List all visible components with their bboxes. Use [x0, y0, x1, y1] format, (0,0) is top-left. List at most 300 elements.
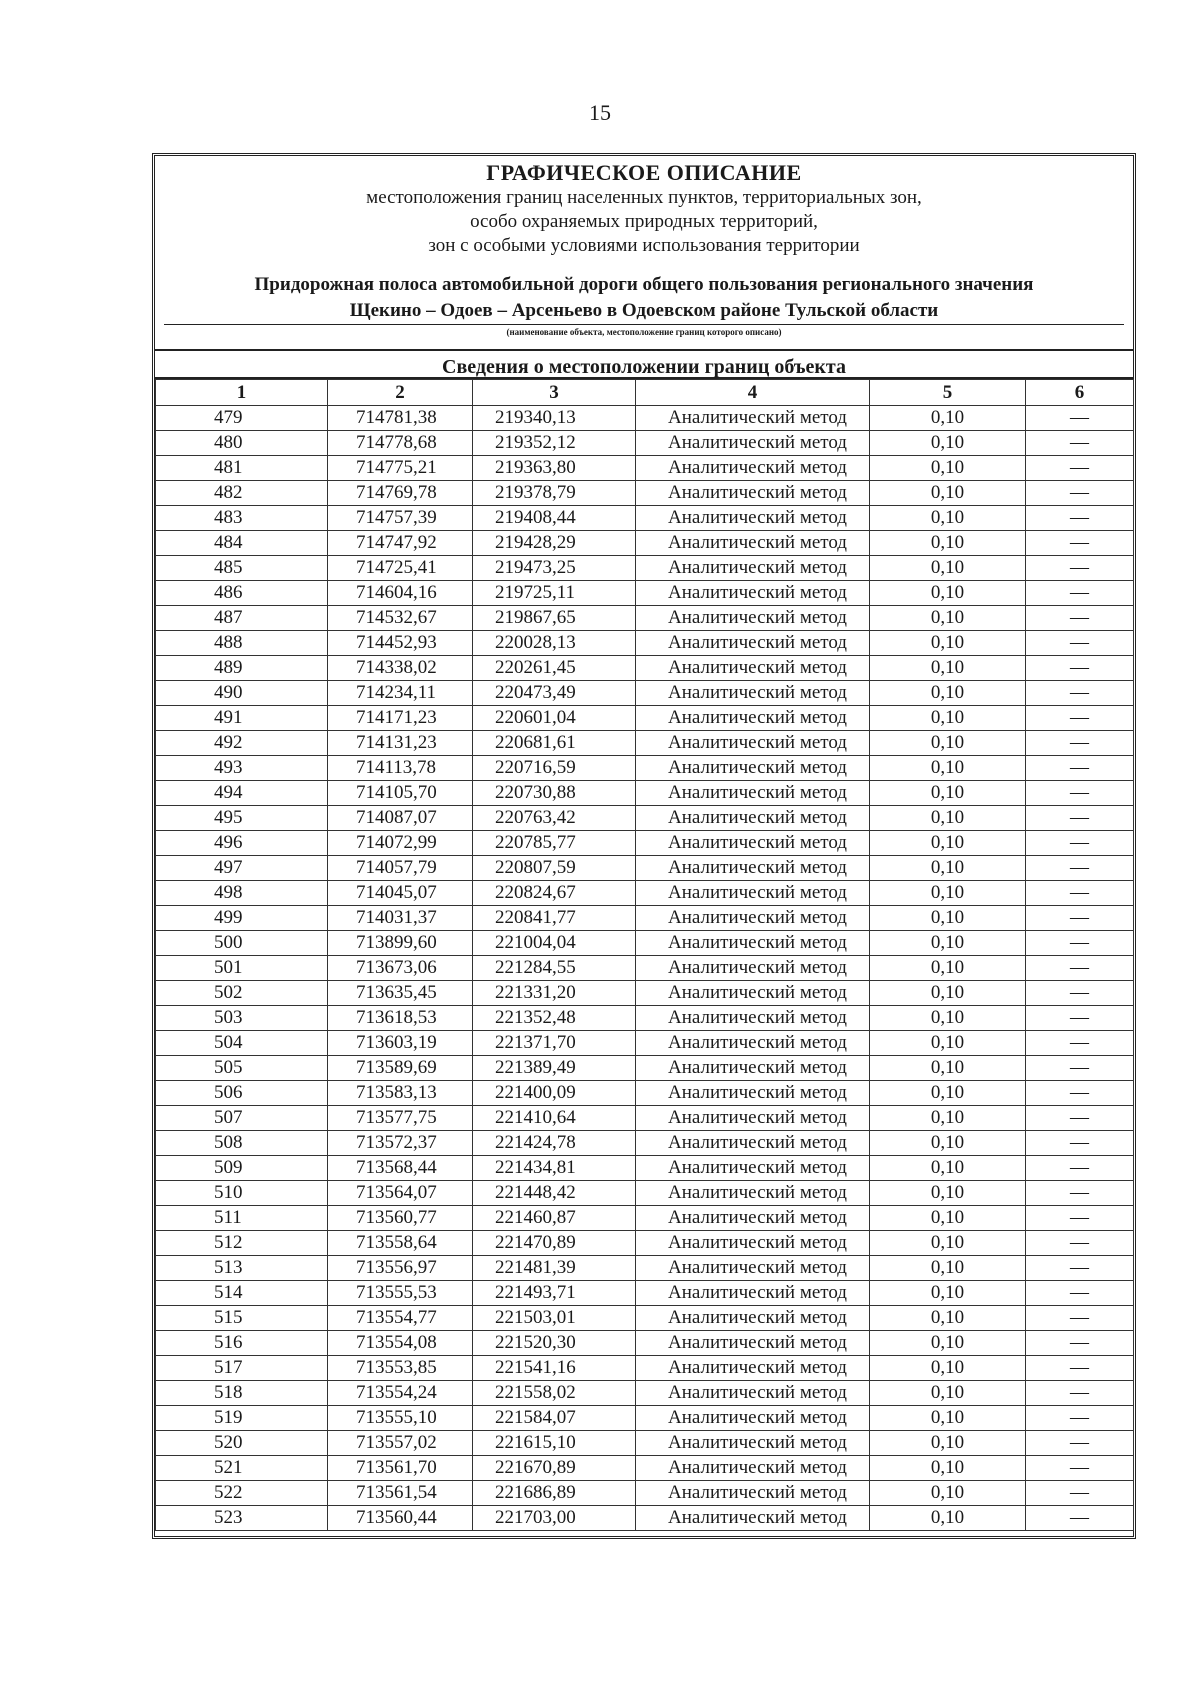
description-cell: —: [1026, 881, 1134, 906]
method-cell: Аналитический метод: [636, 1131, 870, 1156]
x-coordinate-cell: 713589,69: [328, 1056, 473, 1081]
table-row: [156, 756, 1134, 781]
y-coordinate-cell: 220261,45: [473, 656, 636, 681]
x-coordinate-cell: 714452,93: [328, 631, 473, 656]
x-coordinate-cell: 713564,07: [328, 1181, 473, 1206]
point-number-cell: 493: [156, 756, 328, 781]
x-coordinate-cell: 713555,53: [328, 1281, 473, 1306]
column-header: 5: [870, 380, 1026, 406]
table-row: [156, 981, 1134, 1006]
description-cell: —: [1026, 406, 1134, 431]
method-cell: Аналитический метод: [636, 831, 870, 856]
table-row: [156, 656, 1134, 681]
table-row: [156, 531, 1134, 556]
y-coordinate-cell: 219428,29: [473, 531, 636, 556]
accuracy-cell: 0,10: [870, 1256, 1026, 1281]
y-coordinate-cell: 219473,25: [473, 556, 636, 581]
x-coordinate-cell: 714045,07: [328, 881, 473, 906]
accuracy-cell: 0,10: [870, 1456, 1026, 1481]
method-cell: Аналитический метод: [636, 556, 870, 581]
point-number-cell: 499: [156, 906, 328, 931]
accuracy-cell: 0,10: [870, 1481, 1026, 1506]
accuracy-cell: 0,10: [870, 731, 1026, 756]
object-name-underline: [164, 324, 1124, 325]
accuracy-cell: 0,10: [870, 1181, 1026, 1206]
table-row: [156, 1381, 1134, 1406]
x-coordinate-cell: 713635,45: [328, 981, 473, 1006]
y-coordinate-cell: 221331,20: [473, 981, 636, 1006]
x-coordinate-cell: 714775,21: [328, 456, 473, 481]
method-cell: Аналитический метод: [636, 406, 870, 431]
y-coordinate-cell: 221284,55: [473, 956, 636, 981]
x-coordinate-cell: 713899,60: [328, 931, 473, 956]
accuracy-cell: 0,10: [870, 556, 1026, 581]
y-coordinate-cell: 221670,89: [473, 1456, 636, 1481]
accuracy-cell: 0,10: [870, 1206, 1026, 1231]
table-row: [156, 1306, 1134, 1331]
x-coordinate-cell: 713583,13: [328, 1081, 473, 1106]
y-coordinate-cell: 221371,70: [473, 1031, 636, 1056]
method-cell: Аналитический метод: [636, 431, 870, 456]
y-coordinate-cell: 219725,11: [473, 581, 636, 606]
y-coordinate-cell: 220824,67: [473, 881, 636, 906]
table-row: [156, 606, 1134, 631]
method-cell: Аналитический метод: [636, 606, 870, 631]
description-cell: —: [1026, 481, 1134, 506]
point-number-cell: 482: [156, 481, 328, 506]
table-row: [156, 731, 1134, 756]
y-coordinate-cell: 220601,04: [473, 706, 636, 731]
x-coordinate-cell: 713555,10: [328, 1406, 473, 1431]
point-number-cell: 510: [156, 1181, 328, 1206]
y-coordinate-cell: 221703,00: [473, 1506, 636, 1531]
description-cell: —: [1026, 1081, 1134, 1106]
x-coordinate-cell: 713577,75: [328, 1106, 473, 1131]
accuracy-cell: 0,10: [870, 581, 1026, 606]
table-row: [156, 1481, 1134, 1506]
description-cell: —: [1026, 756, 1134, 781]
y-coordinate-cell: 220473,49: [473, 681, 636, 706]
object-name-line-1: Придорожная полоса автомобильной дороги общего пользования регионального значения: [254, 274, 1034, 295]
table-row: [156, 1081, 1134, 1106]
description-cell: —: [1026, 1031, 1134, 1056]
accuracy-cell: 0,10: [870, 1081, 1026, 1106]
method-cell: Аналитический метод: [636, 906, 870, 931]
description-cell: —: [1026, 431, 1134, 456]
x-coordinate-cell: 714234,11: [328, 681, 473, 706]
method-cell: Аналитический метод: [636, 1506, 870, 1531]
y-coordinate-cell: 221410,64: [473, 1106, 636, 1131]
description-cell: —: [1026, 1281, 1134, 1306]
x-coordinate-cell: 714031,37: [328, 906, 473, 931]
description-cell: —: [1026, 1381, 1134, 1406]
accuracy-cell: 0,10: [870, 1156, 1026, 1181]
subtitle-line-1: местоположения границ населенных пунктов, территориальных зон,: [366, 187, 922, 208]
x-coordinate-cell: 714105,70: [328, 781, 473, 806]
accuracy-cell: 0,10: [870, 606, 1026, 631]
accuracy-cell: 0,10: [870, 756, 1026, 781]
description-cell: —: [1026, 806, 1134, 831]
method-cell: Аналитический метод: [636, 1181, 870, 1206]
method-cell: Аналитический метод: [636, 806, 870, 831]
x-coordinate-cell: 713554,24: [328, 1381, 473, 1406]
point-number-cell: 497: [156, 856, 328, 881]
y-coordinate-cell: 221424,78: [473, 1131, 636, 1156]
point-number-cell: 514: [156, 1281, 328, 1306]
y-coordinate-cell: 220841,77: [473, 906, 636, 931]
point-number-cell: 521: [156, 1456, 328, 1481]
table-row: [156, 506, 1134, 531]
x-coordinate-cell: 713554,77: [328, 1306, 473, 1331]
x-coordinate-cell: 714604,16: [328, 581, 473, 606]
x-coordinate-cell: 713557,02: [328, 1431, 473, 1456]
point-number-cell: 500: [156, 931, 328, 956]
table-row: [156, 706, 1134, 731]
table-row: [156, 1181, 1134, 1206]
method-cell: Аналитический метод: [636, 756, 870, 781]
document-frame: [152, 153, 1136, 1539]
point-number-cell: 507: [156, 1106, 328, 1131]
description-cell: —: [1026, 856, 1134, 881]
point-number-cell: 504: [156, 1031, 328, 1056]
point-number-cell: 519: [156, 1406, 328, 1431]
x-coordinate-cell: 713560,44: [328, 1506, 473, 1531]
point-number-cell: 488: [156, 631, 328, 656]
point-number-cell: 520: [156, 1431, 328, 1456]
y-coordinate-cell: 221470,89: [473, 1231, 636, 1256]
table-row: [156, 456, 1134, 481]
x-coordinate-cell: 714072,99: [328, 831, 473, 856]
method-cell: Аналитический метод: [636, 1031, 870, 1056]
table-row: [156, 631, 1134, 656]
description-cell: —: [1026, 556, 1134, 581]
y-coordinate-cell: 221460,87: [473, 1206, 636, 1231]
point-number-cell: 505: [156, 1056, 328, 1081]
table-row: [156, 406, 1134, 431]
y-coordinate-cell: 220763,42: [473, 806, 636, 831]
accuracy-cell: 0,10: [870, 831, 1026, 856]
y-coordinate-cell: 220681,61: [473, 731, 636, 756]
method-cell: Аналитический метод: [636, 1306, 870, 1331]
method-cell: Аналитический метод: [636, 731, 870, 756]
method-cell: Аналитический метод: [636, 781, 870, 806]
table-row: [156, 1206, 1134, 1231]
method-cell: Аналитический метод: [636, 481, 870, 506]
table-row: [156, 581, 1134, 606]
x-coordinate-cell: 714725,41: [328, 556, 473, 581]
x-coordinate-cell: 713553,85: [328, 1356, 473, 1381]
description-cell: —: [1026, 981, 1134, 1006]
header-box: [155, 156, 1133, 351]
method-cell: Аналитический метод: [636, 631, 870, 656]
object-name-line-2: Щекино – Одоев – Арсеньево в Одоевском районе Тульской области: [349, 300, 939, 321]
accuracy-cell: 0,10: [870, 981, 1026, 1006]
y-coordinate-cell: 219378,79: [473, 481, 636, 506]
x-coordinate-cell: 713572,37: [328, 1131, 473, 1156]
accuracy-cell: 0,10: [870, 481, 1026, 506]
point-number-cell: 486: [156, 581, 328, 606]
point-number-cell: 483: [156, 506, 328, 531]
method-cell: Аналитический метод: [636, 1006, 870, 1031]
method-cell: Аналитический метод: [636, 1081, 870, 1106]
column-header: 6: [1026, 380, 1134, 406]
accuracy-cell: 0,10: [870, 1231, 1026, 1256]
object-name: [155, 272, 1133, 324]
y-coordinate-cell: 221389,49: [473, 1056, 636, 1081]
description-cell: —: [1026, 456, 1134, 481]
accuracy-cell: 0,10: [870, 1306, 1026, 1331]
method-cell: Аналитический метод: [636, 656, 870, 681]
accuracy-cell: 0,10: [870, 1356, 1026, 1381]
column-header: 1: [156, 380, 328, 406]
accuracy-cell: 0,10: [870, 706, 1026, 731]
method-cell: Аналитический метод: [636, 856, 870, 881]
description-cell: —: [1026, 1106, 1134, 1131]
method-cell: Аналитический метод: [636, 506, 870, 531]
point-number-cell: 515: [156, 1306, 328, 1331]
accuracy-cell: 0,10: [870, 931, 1026, 956]
accuracy-cell: 0,10: [870, 1406, 1026, 1431]
table-row: [156, 781, 1134, 806]
x-coordinate-cell: 714087,07: [328, 806, 473, 831]
accuracy-cell: 0,10: [870, 1331, 1026, 1356]
column-header: 2: [328, 380, 473, 406]
description-cell: —: [1026, 706, 1134, 731]
x-coordinate-cell: 714532,67: [328, 606, 473, 631]
method-cell: Аналитический метод: [636, 931, 870, 956]
x-coordinate-cell: 714778,68: [328, 431, 473, 456]
x-coordinate-cell: 713558,64: [328, 1231, 473, 1256]
accuracy-cell: 0,10: [870, 1131, 1026, 1156]
x-coordinate-cell: 714747,92: [328, 531, 473, 556]
accuracy-cell: 0,10: [870, 1106, 1026, 1131]
accuracy-cell: 0,10: [870, 956, 1026, 981]
x-coordinate-cell: 714171,23: [328, 706, 473, 731]
table-row: [156, 1331, 1134, 1356]
description-cell: —: [1026, 1056, 1134, 1081]
point-number-cell: 509: [156, 1156, 328, 1181]
y-coordinate-cell: 221434,81: [473, 1156, 636, 1181]
accuracy-cell: 0,10: [870, 1506, 1026, 1531]
table-row: [156, 431, 1134, 456]
table-row: [156, 956, 1134, 981]
table-row: [156, 1131, 1134, 1156]
table-row: [156, 1431, 1134, 1456]
x-coordinate-cell: 713673,06: [328, 956, 473, 981]
accuracy-cell: 0,10: [870, 881, 1026, 906]
x-coordinate-cell: 714781,38: [328, 406, 473, 431]
method-cell: Аналитический метод: [636, 706, 870, 731]
description-cell: —: [1026, 1181, 1134, 1206]
method-cell: Аналитический метод: [636, 956, 870, 981]
accuracy-cell: 0,10: [870, 806, 1026, 831]
point-number-cell: 484: [156, 531, 328, 556]
x-coordinate-cell: 714757,39: [328, 506, 473, 531]
x-coordinate-cell: 713556,97: [328, 1256, 473, 1281]
point-number-cell: 518: [156, 1381, 328, 1406]
method-cell: Аналитический метод: [636, 981, 870, 1006]
method-cell: Аналитический метод: [636, 1256, 870, 1281]
y-coordinate-cell: 221615,10: [473, 1431, 636, 1456]
table-row: [156, 1506, 1134, 1531]
y-coordinate-cell: 219363,80: [473, 456, 636, 481]
x-coordinate-cell: 713561,70: [328, 1456, 473, 1481]
method-cell: Аналитический метод: [636, 531, 870, 556]
description-cell: —: [1026, 831, 1134, 856]
accuracy-cell: 0,10: [870, 531, 1026, 556]
accuracy-cell: 0,10: [870, 1381, 1026, 1406]
point-number-cell: 492: [156, 731, 328, 756]
description-cell: —: [1026, 631, 1134, 656]
point-number-cell: 498: [156, 881, 328, 906]
y-coordinate-cell: 221558,02: [473, 1381, 636, 1406]
description-cell: —: [1026, 1431, 1134, 1456]
y-coordinate-cell: 219340,13: [473, 406, 636, 431]
table-row: [156, 1006, 1134, 1031]
method-cell: Аналитический метод: [636, 1231, 870, 1256]
point-number-cell: 508: [156, 1131, 328, 1156]
x-coordinate-cell: 713560,77: [328, 1206, 473, 1231]
point-number-cell: 522: [156, 1481, 328, 1506]
document-title: ГРАФИЧЕСКОЕ ОПИСАНИЕ: [486, 160, 802, 185]
point-number-cell: 479: [156, 406, 328, 431]
subtitle-line-2: особо охраняемых природных территорий,: [470, 211, 818, 232]
description-cell: —: [1026, 1206, 1134, 1231]
description-cell: —: [1026, 681, 1134, 706]
table-row: [156, 906, 1134, 931]
description-cell: —: [1026, 1356, 1134, 1381]
point-number-cell: 517: [156, 1356, 328, 1381]
x-coordinate-cell: 714057,79: [328, 856, 473, 881]
table-row: [156, 556, 1134, 581]
accuracy-cell: 0,10: [870, 431, 1026, 456]
subtitle-line-3: зон с особыми условиями использования территории: [428, 235, 860, 256]
description-cell: —: [1026, 1406, 1134, 1431]
point-number-cell: 516: [156, 1331, 328, 1356]
method-cell: Аналитический метод: [636, 1206, 870, 1231]
description-cell: —: [1026, 1231, 1134, 1256]
method-cell: Аналитический метод: [636, 1381, 870, 1406]
point-number-cell: 496: [156, 831, 328, 856]
description-cell: —: [1026, 506, 1134, 531]
x-coordinate-cell: 714131,23: [328, 731, 473, 756]
x-coordinate-cell: 713618,53: [328, 1006, 473, 1031]
y-coordinate-cell: 221686,89: [473, 1481, 636, 1506]
table-row: [156, 1256, 1134, 1281]
point-number-cell: 481: [156, 456, 328, 481]
description-cell: —: [1026, 1481, 1134, 1506]
description-cell: —: [1026, 956, 1134, 981]
accuracy-cell: 0,10: [870, 656, 1026, 681]
method-cell: Аналитический метод: [636, 581, 870, 606]
table-row: [156, 1056, 1134, 1081]
y-coordinate-cell: 220807,59: [473, 856, 636, 881]
y-coordinate-cell: 221503,01: [473, 1306, 636, 1331]
method-cell: Аналитический метод: [636, 1281, 870, 1306]
object-caption: (наименование объекта, местоположение границ которого описано): [506, 327, 782, 337]
accuracy-cell: 0,10: [870, 906, 1026, 931]
description-cell: —: [1026, 656, 1134, 681]
page-number: 15: [589, 100, 611, 125]
column-header: 3: [473, 380, 636, 406]
y-coordinate-cell: 221493,71: [473, 1281, 636, 1306]
method-cell: Аналитический метод: [636, 1356, 870, 1381]
accuracy-cell: 0,10: [870, 856, 1026, 881]
description-cell: —: [1026, 1256, 1134, 1281]
method-cell: Аналитический метод: [636, 456, 870, 481]
point-number-cell: 503: [156, 1006, 328, 1031]
column-header: 4: [636, 380, 870, 406]
point-number-cell: 501: [156, 956, 328, 981]
accuracy-cell: 0,10: [870, 1006, 1026, 1031]
method-cell: Аналитический метод: [636, 1431, 870, 1456]
description-cell: —: [1026, 531, 1134, 556]
point-number-cell: 506: [156, 1081, 328, 1106]
table-row: [156, 881, 1134, 906]
method-cell: Аналитический метод: [636, 681, 870, 706]
point-number-cell: 491: [156, 706, 328, 731]
y-coordinate-cell: 221584,07: [473, 1406, 636, 1431]
y-coordinate-cell: 220785,77: [473, 831, 636, 856]
y-coordinate-cell: 221541,16: [473, 1356, 636, 1381]
method-cell: Аналитический метод: [636, 1481, 870, 1506]
accuracy-cell: 0,10: [870, 781, 1026, 806]
accuracy-cell: 0,10: [870, 456, 1026, 481]
table-row: [156, 806, 1134, 831]
description-cell: —: [1026, 1131, 1134, 1156]
accuracy-cell: 0,10: [870, 631, 1026, 656]
method-cell: Аналитический метод: [636, 1106, 870, 1131]
point-number-cell: 487: [156, 606, 328, 631]
y-coordinate-cell: 221352,48: [473, 1006, 636, 1031]
y-coordinate-cell: 221481,39: [473, 1256, 636, 1281]
point-number-cell: 489: [156, 656, 328, 681]
y-coordinate-cell: 219867,65: [473, 606, 636, 631]
method-cell: Аналитический метод: [636, 1331, 870, 1356]
point-number-cell: 502: [156, 981, 328, 1006]
description-cell: —: [1026, 1331, 1134, 1356]
table-row: [156, 1031, 1134, 1056]
description-cell: —: [1026, 781, 1134, 806]
table-row: [156, 1356, 1134, 1381]
x-coordinate-cell: 714113,78: [328, 756, 473, 781]
description-cell: —: [1026, 1306, 1134, 1331]
table-row: [156, 1156, 1134, 1181]
y-coordinate-cell: 219408,44: [473, 506, 636, 531]
y-coordinate-cell: 219352,12: [473, 431, 636, 456]
x-coordinate-cell: 713603,19: [328, 1031, 473, 1056]
point-number-cell: 485: [156, 556, 328, 581]
method-cell: Аналитический метод: [636, 1406, 870, 1431]
x-coordinate-cell: 713561,54: [328, 1481, 473, 1506]
y-coordinate-cell: 220716,59: [473, 756, 636, 781]
accuracy-cell: 0,10: [870, 1281, 1026, 1306]
point-number-cell: 523: [156, 1506, 328, 1531]
y-coordinate-cell: 221004,04: [473, 931, 636, 956]
x-coordinate-cell: 714338,02: [328, 656, 473, 681]
x-coordinate-cell: 713568,44: [328, 1156, 473, 1181]
y-coordinate-cell: 221520,30: [473, 1331, 636, 1356]
method-cell: Аналитический метод: [636, 1156, 870, 1181]
description-cell: —: [1026, 731, 1134, 756]
table-row: [156, 681, 1134, 706]
table-row: [156, 1406, 1134, 1431]
coordinates-table: [155, 379, 1134, 1531]
point-number-cell: 511: [156, 1206, 328, 1231]
accuracy-cell: 0,10: [870, 681, 1026, 706]
section-title: Сведения о местоположении границ объекта: [155, 353, 1133, 379]
description-cell: —: [1026, 1006, 1134, 1031]
